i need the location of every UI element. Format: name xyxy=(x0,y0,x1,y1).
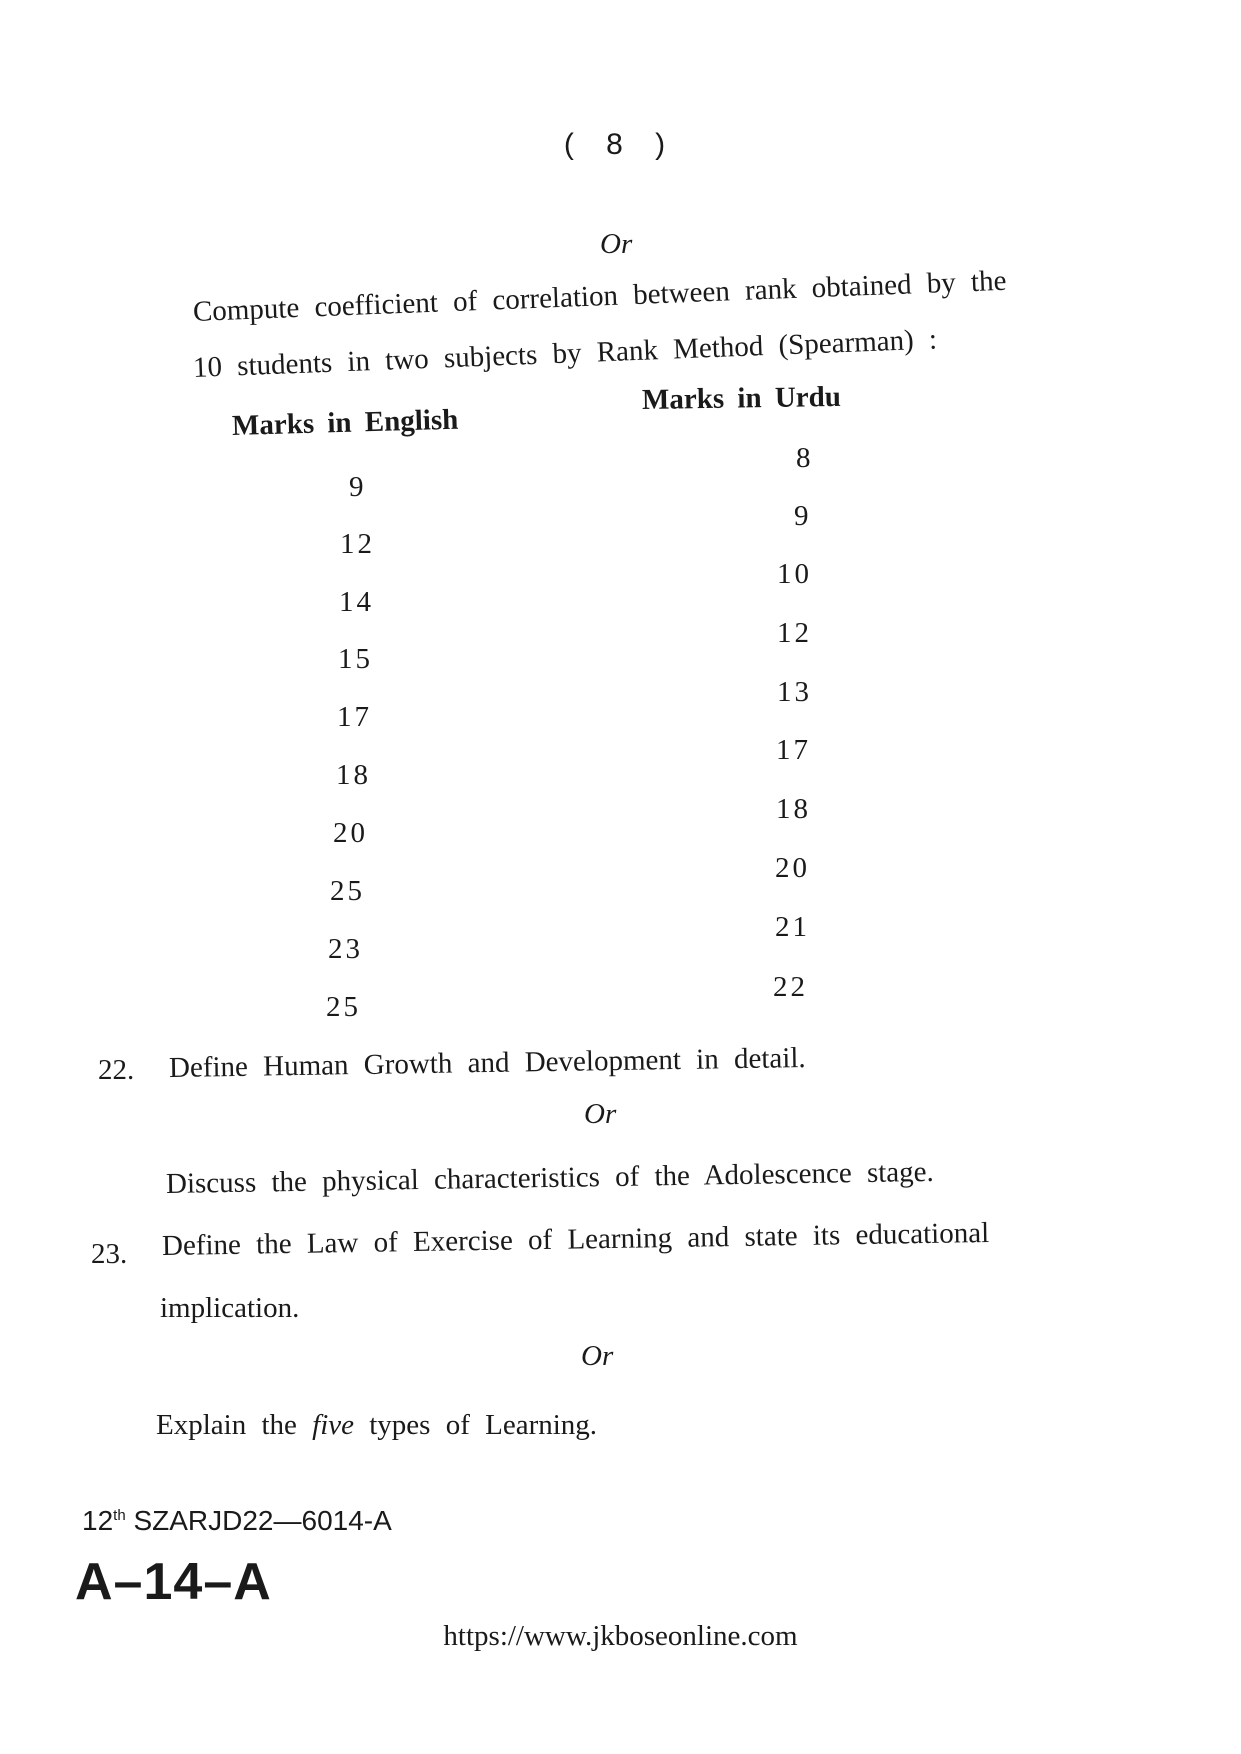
english-mark: 20 xyxy=(333,817,368,849)
q23-alt-emphasis: five xyxy=(312,1409,354,1441)
english-mark: 17 xyxy=(337,701,372,733)
english-mark: 18 xyxy=(336,759,371,791)
english-mark: 25 xyxy=(330,875,365,907)
urdu-mark: 20 xyxy=(775,852,810,884)
q22-number: 22. xyxy=(98,1054,135,1086)
q23-alt-before: Explain the xyxy=(156,1409,297,1441)
urdu-mark: 18 xyxy=(776,793,811,825)
q23-text-line2: implication. xyxy=(160,1292,300,1324)
english-mark: 23 xyxy=(328,933,363,965)
page-number: ( 8 ) xyxy=(563,128,678,161)
or-label-q23: Or xyxy=(581,1340,614,1372)
urdu-mark: 22 xyxy=(773,971,808,1003)
q21-question-line1: Compute coefficient of correlation between rank obtained by the xyxy=(192,264,1007,328)
urdu-mark: 8 xyxy=(796,442,814,474)
urdu-mark: 12 xyxy=(777,617,812,649)
col-header-urdu: Marks in Urdu xyxy=(641,380,842,416)
paper-code xyxy=(82,1505,392,1537)
paper-code-rest: SZARJD22—6014-A xyxy=(125,1505,392,1536)
urdu-mark: 13 xyxy=(777,676,812,708)
english-mark: 9 xyxy=(349,471,367,503)
paper-id: A–14–A xyxy=(75,1553,272,1611)
or-label-q21: Or xyxy=(600,228,633,260)
q22-alt-text: Discuss the physical characteristics of the Adolescence stage. xyxy=(165,1155,935,1200)
english-mark: 14 xyxy=(339,586,374,618)
q23-alt-text xyxy=(156,1409,597,1442)
english-mark: 15 xyxy=(338,643,373,675)
urdu-mark: 21 xyxy=(775,911,810,943)
paper-code-prefix: 12 xyxy=(82,1505,114,1536)
q22-text: Define Human Growth and Development in detail. xyxy=(168,1042,806,1084)
q21-question-line2: 10 students in two subjects by Rank Method (Spearman) : xyxy=(192,323,938,384)
col-header-english: Marks in English xyxy=(231,403,459,442)
q23-alt-after: types of Learning. xyxy=(369,1409,598,1441)
paper-code-sup: th xyxy=(113,1507,126,1524)
english-mark: 12 xyxy=(340,528,375,560)
urdu-mark: 9 xyxy=(794,500,812,532)
source-url: https://www.jkboseonline.com xyxy=(443,1620,798,1652)
q23-text-line1: Define the Law of Exercise of Learning and state its educational xyxy=(161,1217,990,1262)
or-label-q22: Or xyxy=(584,1098,617,1130)
urdu-mark: 10 xyxy=(777,558,812,590)
urdu-mark: 17 xyxy=(776,734,811,766)
q23-number: 23. xyxy=(91,1238,128,1270)
english-mark: 25 xyxy=(326,991,361,1023)
